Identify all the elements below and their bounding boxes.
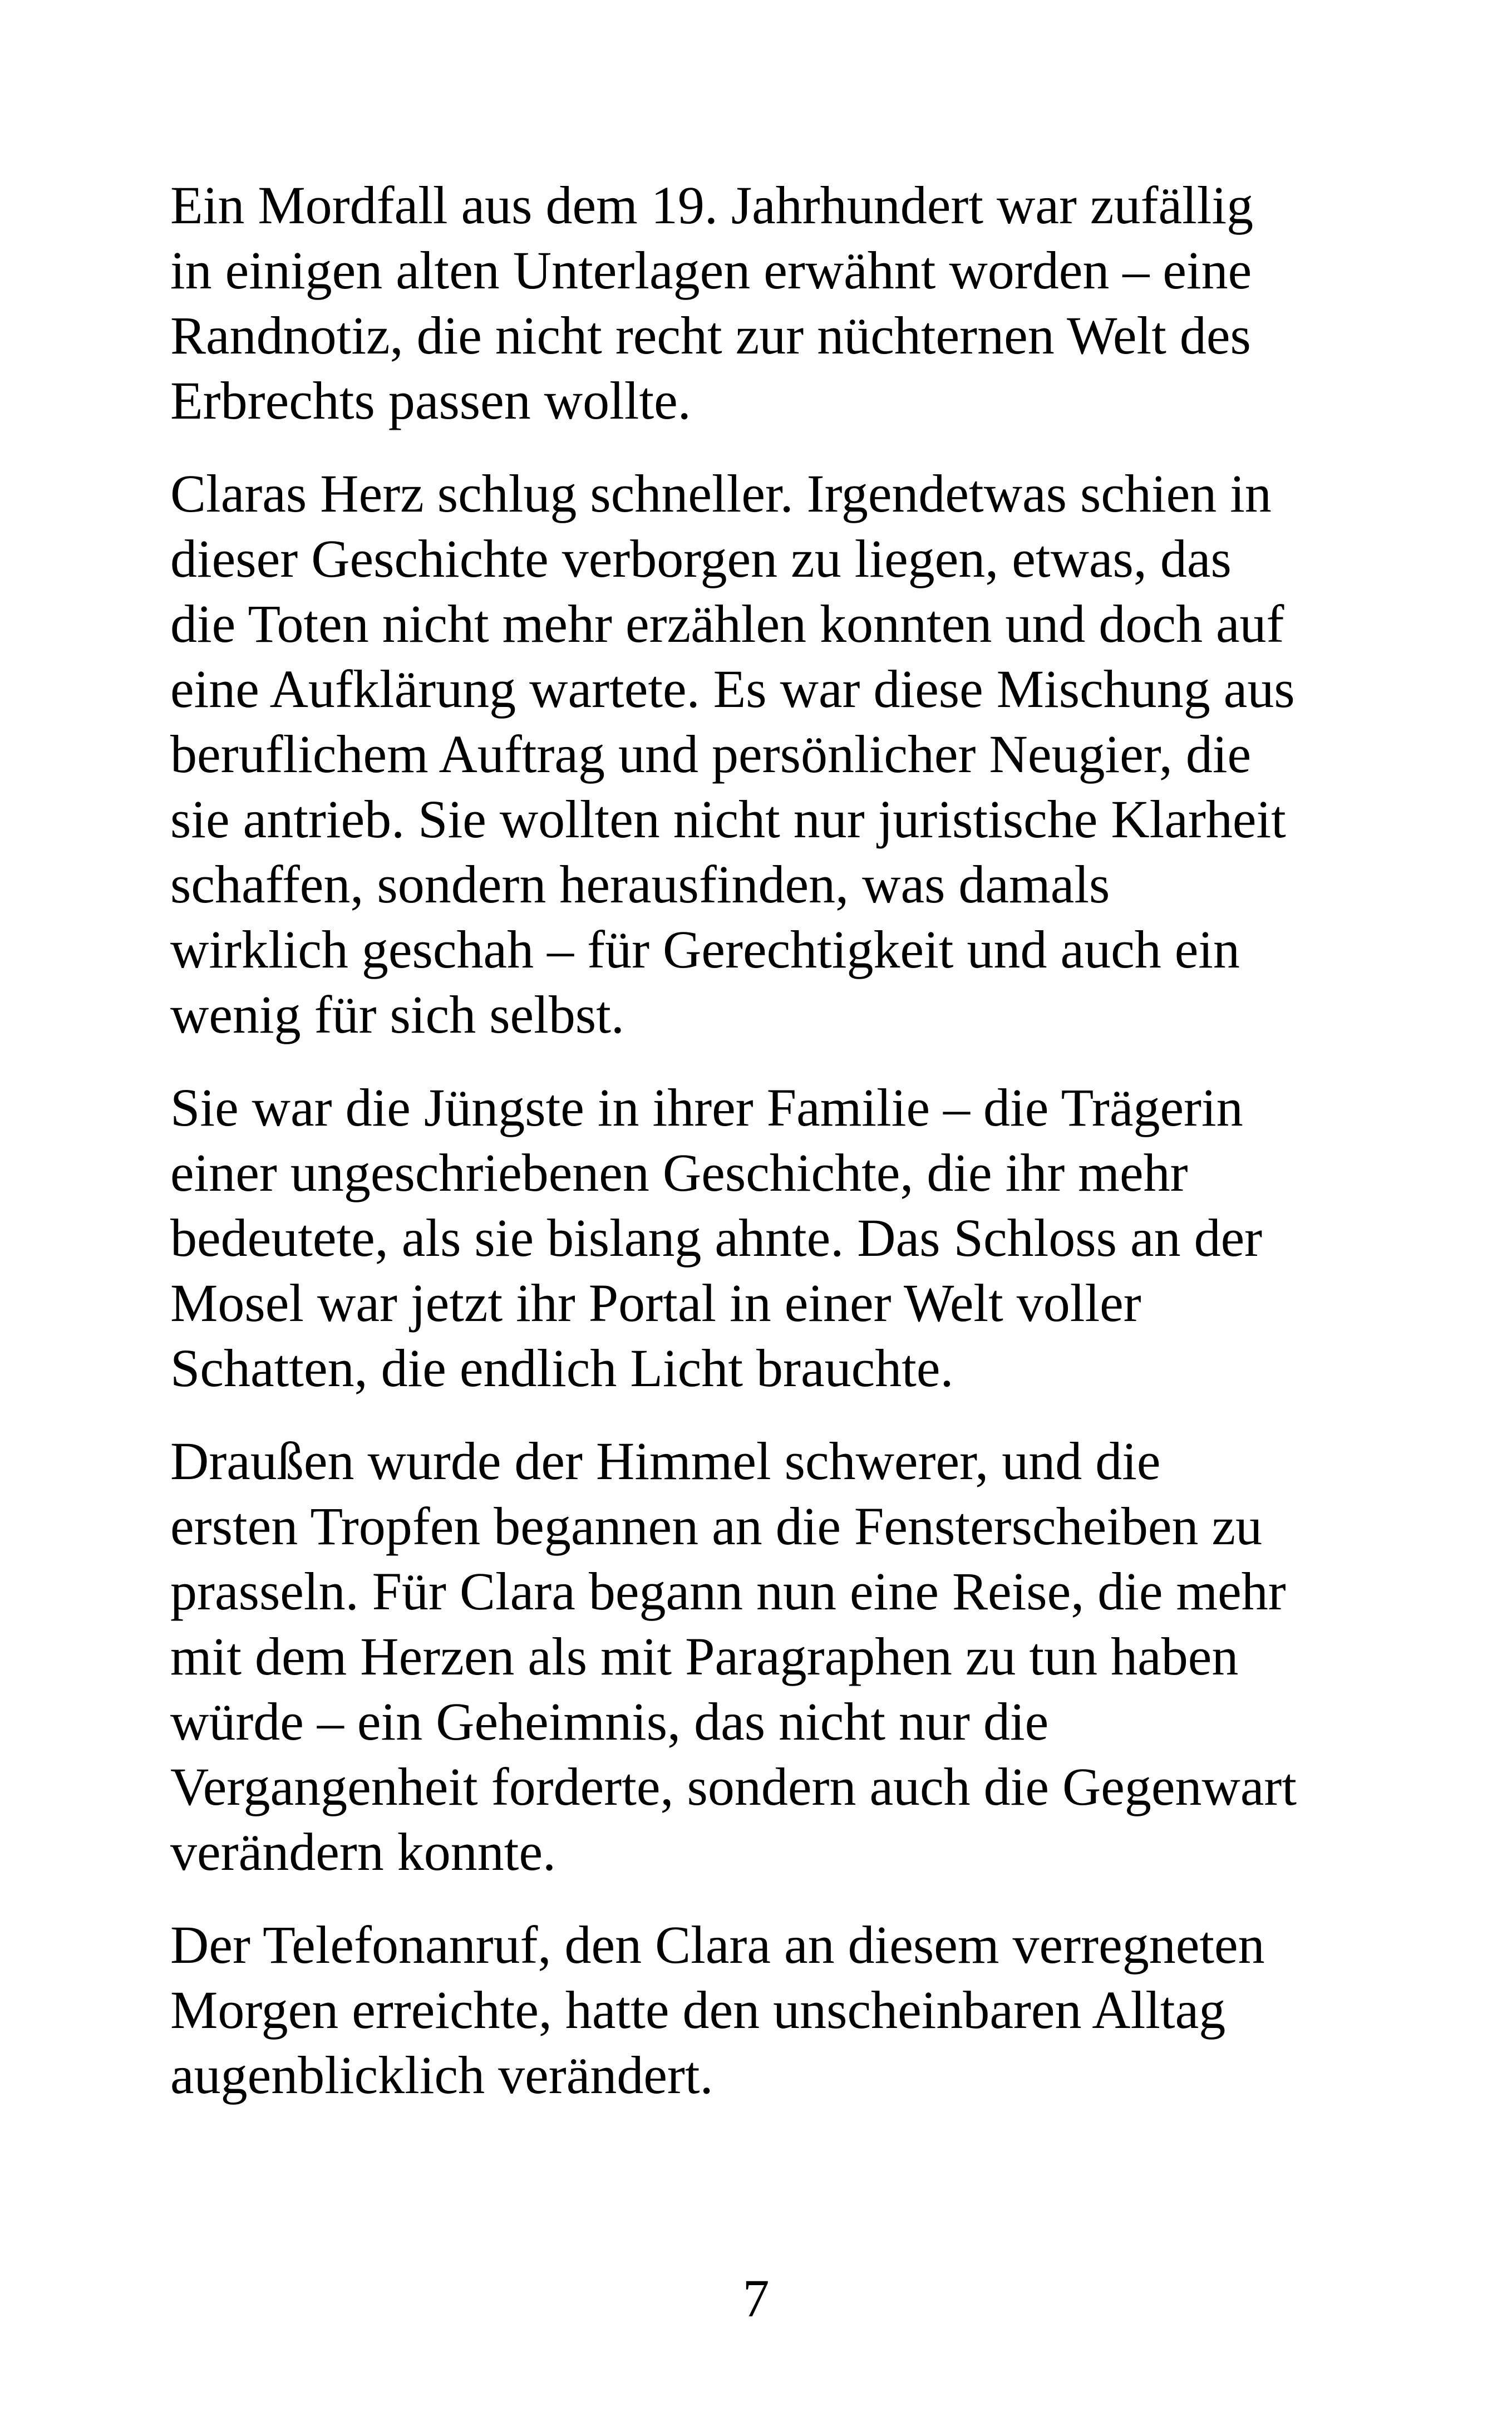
text-line: Ein Mordfall aus dem 19. Jahrhundert war zufällig bbox=[170, 175, 1254, 235]
text-line: einer ungeschriebenen Geschichte, die ihr mehr bbox=[170, 1143, 1188, 1202]
text-line: Der Telefonanruf, den Clara an diesem verregneten bbox=[170, 1915, 1265, 1975]
text-line: würde – ein Geheimnis, das nicht nur die bbox=[170, 1692, 1049, 1751]
text-line: Sie war die Jüngste in ihrer Familie – die Trägerin bbox=[170, 1078, 1243, 1137]
text-line: wenig für sich selbst. bbox=[170, 985, 624, 1044]
text-line: Morgen erreichte, hatte den unscheinbaren Alltag bbox=[170, 1980, 1226, 2040]
text-line: in einigen alten Unterlagen erwähnt worden – eine bbox=[170, 240, 1252, 300]
paragraph-3 bbox=[170, 1075, 1383, 1401]
paragraph-1 bbox=[170, 173, 1383, 433]
text-line: eine Aufklärung wartete. Es war diese Mischung aus bbox=[170, 659, 1295, 719]
text-line: verändern konnte. bbox=[170, 1822, 556, 1882]
text-line: dieser Geschichte verborgen zu liegen, etwas, das bbox=[170, 529, 1232, 588]
paragraph-4 bbox=[170, 1428, 1383, 1884]
paragraph-5 bbox=[170, 1912, 1383, 2108]
text-line: prasseln. Für Clara begann nun eine Reise, die mehr bbox=[170, 1561, 1286, 1621]
text-line: Erbrechts passen wollte. bbox=[170, 371, 691, 430]
text-line: augenblicklich verändert. bbox=[170, 2045, 713, 2105]
text-line: bedeutete, als sie bislang ahnte. Das Schloss an der bbox=[170, 1208, 1263, 1268]
text-line: mit dem Herzen als mit Paragraphen zu tun haben bbox=[170, 1627, 1239, 1686]
body-text bbox=[170, 173, 1383, 2135]
text-line: beruflichem Auftrag und persönlicher Neugier, die bbox=[170, 724, 1252, 784]
text-line: Mosel war jetzt ihr Portal in einer Welt voller bbox=[170, 1273, 1141, 1333]
paragraph-2 bbox=[170, 461, 1383, 1047]
text-line: Randnotiz, die nicht recht zur nüchternen Welt des bbox=[170, 306, 1251, 365]
text-line: Schatten, die endlich Licht brauchte. bbox=[170, 1338, 954, 1398]
text-line: sie antrieb. Sie wollten nicht nur juristische Klarheit bbox=[170, 789, 1286, 849]
text-line: schaffen, sondern herausfinden, was damals bbox=[170, 854, 1110, 914]
text-line: ersten Tropfen begannen an die Fensterscheiben zu bbox=[170, 1496, 1263, 1556]
page-number: 7 bbox=[742, 2268, 770, 2328]
text-line: Vergangenheit forderte, sondern auch die Gegenwart bbox=[170, 1757, 1297, 1816]
text-line: die Toten nicht mehr erzählen konnten und doch auf bbox=[170, 594, 1284, 654]
text-line: Draußen wurde der Himmel schwerer, und die bbox=[170, 1431, 1161, 1491]
text-line: wirklich geschah – für Gerechtigkeit und auch ein bbox=[170, 920, 1240, 979]
text-line: Claras Herz schlug schneller. Irgendetwas schien in bbox=[170, 464, 1272, 523]
